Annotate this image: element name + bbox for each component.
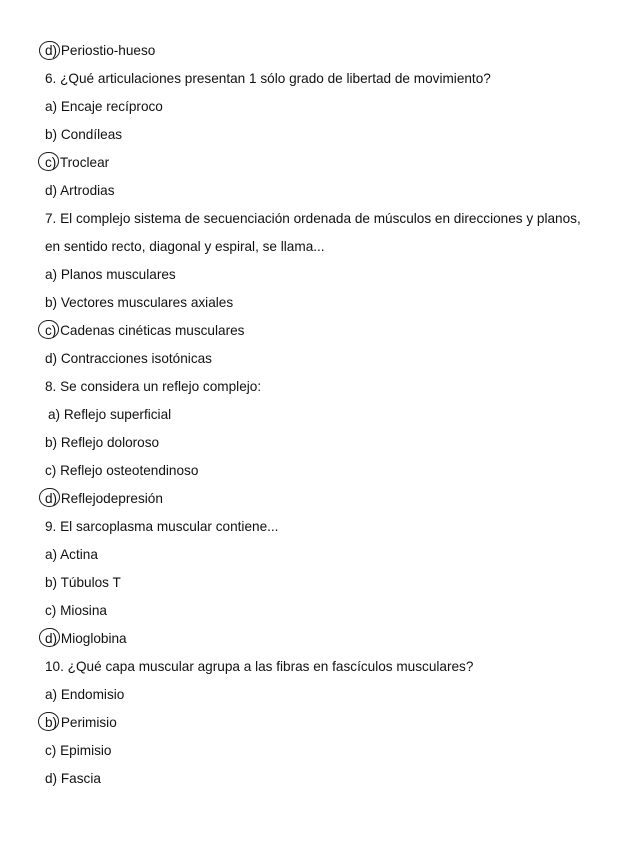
answer-option-circled: c) Cadenas cinéticas musculares: [45, 323, 245, 338]
answer-option: a) Endomisio: [45, 687, 125, 702]
question-7-continuation: en sentido recto, diagonal y espiral, se llama...: [45, 239, 325, 254]
answer-option: b) Reflejo doloroso: [45, 435, 160, 450]
answer-option: c) Reflejo osteotendinoso: [45, 463, 199, 478]
answer-option-circled: b) Perimisio: [45, 715, 117, 730]
answer-option: c) Miosina: [45, 603, 107, 618]
answer-option: a) Reflejo superficial: [48, 407, 172, 422]
answer-option-circled: d) Periostio-hueso: [45, 43, 156, 58]
answer-option: d) Contracciones isotónicas: [45, 351, 212, 366]
answer-option: a) Actina: [45, 547, 98, 562]
question-9: 9. El sarcoplasma muscular contiene...: [45, 519, 279, 534]
question-10: 10. ¿Qué capa muscular agrupa a las fibras en fascículos musculares?: [45, 659, 474, 674]
answer-option: b) Condíleas: [45, 127, 123, 142]
question-8: 8. Se considera un reflejo complejo:: [45, 379, 262, 394]
answer-option-circled: d) Mioglobina: [45, 631, 127, 646]
answer-option: b) Vectores musculares axiales: [45, 295, 234, 310]
answer-option-circled: c) Troclear: [45, 155, 110, 170]
answer-option: c) Epimisio: [45, 743, 112, 758]
answer-option: d) Artrodias: [45, 183, 115, 198]
question-7: 7. El complejo sistema de secuenciación ordenada de músculos en direcciones y planos,: [45, 211, 581, 226]
answer-option: a) Planos musculares: [45, 267, 176, 282]
answer-option: b) Túbulos T: [45, 575, 121, 590]
question-6: 6. ¿Qué articulaciones presentan 1 sólo grado de libertad de movimiento?: [45, 71, 491, 86]
answer-option: a) Encaje recíproco: [45, 99, 163, 114]
answer-option: d) Fascia: [45, 771, 101, 786]
answer-option-circled: d) Reflejodepresión: [45, 491, 163, 506]
